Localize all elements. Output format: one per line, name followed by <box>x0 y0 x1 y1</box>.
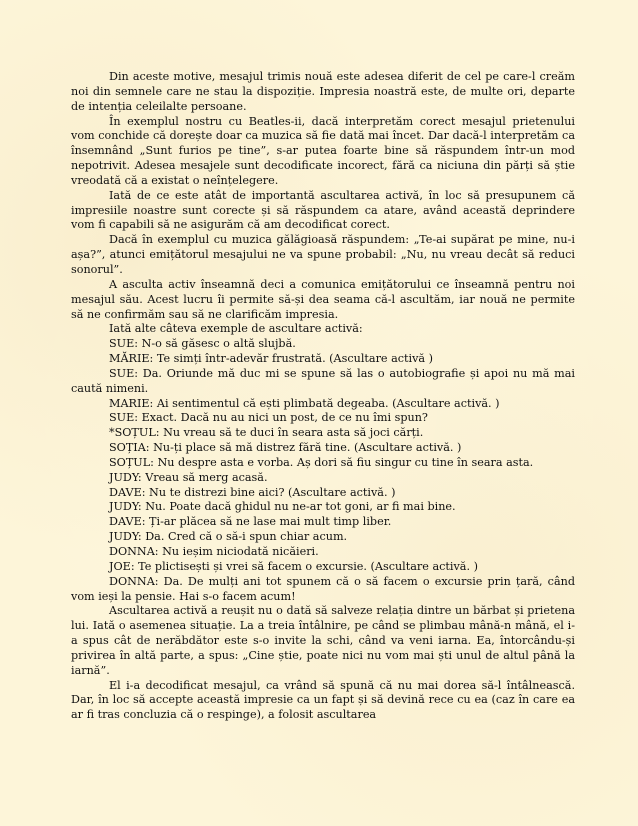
dialogue-line: SOȚUL: Nu despre asta e vorba. Aș dori să fiu singur cu tine în seara asta. <box>109 455 534 469</box>
paragraph: Din aceste motive, mesajul trimis nouă este adesea diferit de cel pe care-l creăm noi din semnele care ne stau la dispoziție. Impresia noastră este, de multe ori, departe de intenția celeilalte persoane. <box>71 70 575 113</box>
dialogue-line: DAVE: Nu te distrezi bine aici? (Ascultare activă. ) <box>109 485 396 499</box>
dialogue-line: JUDY: Da. Cred că o să-i spun chiar acum. <box>109 530 348 544</box>
dialogue-line: SUE: N-o să găsesc o altă slujbă. <box>109 337 296 351</box>
paragraph: Iată de ce este atât de importantă ascultarea activă, în loc să presupunem că impresiile noastre sunt corecte și să răspundem ca atare, având această deprindere vom fi capabili să ne asigurăm că am decodificat corect. <box>71 188 575 232</box>
paragraph: În exemplul nostru cu Beatles-ii, dacă interpretăm corect mesajul prietenului vom conchide că dorește doar ca muzica să fie dată mai încet. Dar dacă-l interpretăm ca însemnând „Sunt furios pe tine”, s-ar putea foarte bine să răspundem într-un mod nepotrivit. Adesea mesajele sunt decodificate incorect, fără ca niciuna din părți să știe vreodată că a existat o neînțelegere. <box>71 114 575 187</box>
paragraph: Dacă în exemplul cu muzica gălăgioasă răspundem: „Te-ai supărat pe mine, nu-i așa?”, atunci emițătorul mesajului ne va spune probabil: „Nu, nu vreau decât să reduci sonorul”. <box>71 233 575 276</box>
dialogue-line: *SOȚUL: Nu vreau să te duci în seara asta să joci cărți. <box>109 426 424 440</box>
dialogue-line: SUE: Da. Oriunde mă duc mi se spune să las o autobiografie și apoi nu mă mai caută nimeni. <box>71 366 575 395</box>
dialogue-line: DONNA: Nu ieșim niciodată nicăieri. <box>109 545 319 558</box>
body-text <box>71 70 575 723</box>
dialogue-line: JOE: Te plictisești și vrei să facem o excursie. (Ascultare activă. ) <box>109 559 478 573</box>
dialogue-line: DAVE: Ți-ar plăcea să ne lase mai mult timp liber. <box>109 515 392 529</box>
paragraph: A asculta activ înseamnă deci a comunica emițătorului ce înseamnă pentru noi mesajul său. Acest lucru îi permite să-și dea seama că-l ascultăm, iar nouă ne permite să ne confirmăm sau să ne clarificăm impresia. <box>71 277 575 321</box>
dialogue-line: JUDY: Vreau să merg acasă. <box>109 470 268 484</box>
paragraph: Ascultarea activă a reușit nu o dată să salveze relația dintre un bărbat și prietena lui. Iată o asemenea situație. La a treia întâlnire, pe când se plimbau mână-n mână, el i-a spus cât de nerăbdător este s-o invite la schi, când va veni iarna. Ea, întorcându-și privirea în altă parte, a spus: „Cine știe, poate nici nu vom mai ști unul de altul până la iarnă”. <box>71 604 575 677</box>
dialogue-line: DONNA: Da. De mulți ani tot spunem că o să facem o excursie prin țară, când vom ieși la pensie. Hai s-o facem acum! <box>71 574 575 603</box>
dialogue-line: JUDY: Nu. Poate dacă ghidul nu ne-ar tot goni, ar fi mai bine. <box>109 500 456 514</box>
dialogue-line: SOȚIA: Nu-ți place să mă distrez fără tine. (Ascultare activă. ) <box>109 441 462 455</box>
dialogue-line: SUE: Exact. Dacă nu au nici un post, de ce nu îmi spun? <box>109 411 428 425</box>
dialogue-line: MĂRIE: Te simți într-adevăr frustrată. (Ascultare activă ) <box>109 352 434 366</box>
dialogue-line: MARIE: Ai sentimentul că ești plimbată degeaba. (Ascultare activă. ) <box>109 396 500 410</box>
paragraph: Iată alte câteva exemple de ascultare activă: <box>109 322 363 336</box>
paragraph: El i-a decodificat mesajul, ca vrând să spună că nu mai dorea să-l întâlnească. Dar, în loc să accepte această impresie ca un fapt și să devină rece cu ea (caz în care ea ar fi tras concluzia că o respinge), a folosit ascultarea <box>71 678 575 722</box>
